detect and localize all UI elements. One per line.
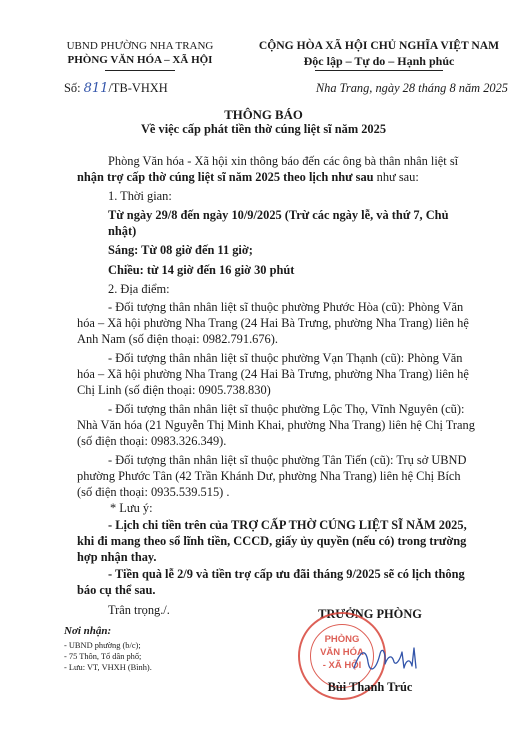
note-2-line-1: - Tiền quà lễ 2/9 và tiền trợ cấp ưu đãi tháng 9/2025 sẽ có lịch thông (108, 567, 465, 581)
note-2-line-2: báo cụ thể sau. (77, 583, 156, 597)
place-1-line-2: hóa – Xã hội phường Nha Trang (24 Hai Bà Trưng, phường Nha Trang) liên hệ (77, 316, 469, 330)
note-1-line-3: hợp nhận thay. (77, 550, 157, 564)
org-underline (105, 70, 175, 71)
intro-line-1: Phòng Văn hóa - Xã hội xin thông báo đến các ông bà thân nhân liệt sĩ (108, 154, 459, 168)
recipient-item: - UBND phường (b/c); (64, 641, 141, 650)
time-heading: 1. Thời gian: (108, 189, 172, 203)
place-4-line-1: - Đối tượng thân nhân liệt sĩ thuộc phường Tân Tiến (cũ): Trụ sở UBND (108, 453, 467, 467)
stamp-line-2: VĂN HÓA (320, 647, 364, 658)
place-3-line-1: - Đối tượng thân nhân liệt sĩ thuộc phường Lộc Thọ, Vĩnh Nguyên (cũ): (108, 402, 465, 416)
intro-line-2 (77, 170, 419, 185)
org-name: PHÒNG VĂN HÓA – XÃ HỘI (67, 54, 213, 66)
note-1-line-1: - Lịch chi tiền trên của TRỢ CẤP THỜ CÚNG LIỆT SĨ NĂM 2025, (108, 518, 467, 532)
doc-number (64, 81, 168, 96)
note-1-line-2: khi đi mang theo sổ lĩnh tiền, CCCD, giấy ủy quyền (nếu có) trong trường (77, 534, 467, 548)
motto-underline (315, 70, 443, 71)
doc-subtitle: Về việc cấp phát tiền thờ cúng liệt sĩ năm 2025 (140, 122, 387, 136)
place-3-line-2: Nhà Văn hóa (21 Nguyễn Thị Minh Khai, phường Nha Trang) liên hệ Chị Trang (77, 418, 475, 432)
time-range-2: nhật) (108, 224, 137, 238)
signer-name: Bùi Thanh Trúc (327, 680, 413, 694)
recipient-item: - Lưu: VT, VHXH (Bình). (64, 663, 152, 672)
place-date: Nha Trang, ngày 28 tháng 8 năm 2025 (315, 81, 508, 95)
signer-title: TRƯỞNG PHÒNG (318, 607, 422, 621)
place-3-line-3: (số điện thoại: 0983.326.349). (77, 434, 227, 448)
intro-bold: nhận trợ cấp thờ cúng liệt sĩ năm 2025 theo lịch như sau (77, 170, 374, 184)
place-heading: 2. Địa điểm: (108, 282, 170, 296)
doc-number-prefix: Số: (64, 81, 81, 95)
doc-title: THÔNG BÁO (224, 108, 303, 122)
recipients-list (64, 640, 152, 673)
handwritten-signature (352, 640, 422, 680)
time-morning: Sáng: Từ 08 giờ đến 11 giờ; (108, 243, 253, 257)
time-range-1: Từ ngày 29/8 đến ngày 10/9/2025 (Trừ các ngày lễ, và thứ 7, Chủ (108, 208, 449, 222)
nation-motto: Độc lập – Tự do – Hạnh phúc (303, 54, 455, 68)
place-4-line-2: phường Phước Tân (42 Trần Khánh Dư, phường Nha Trang) liên hệ Chị Bích (77, 469, 461, 483)
intro-tail: như sau: (373, 170, 419, 184)
stamp-line-3: - XÃ HỘI (322, 660, 362, 671)
recipient-item: - 75 Thôn, Tổ dân phố; (64, 652, 142, 661)
place-2-line-1: - Đối tượng thân nhân liệt sĩ thuộc phường Vạn Thạnh (cũ): Phòng Văn (108, 351, 463, 365)
time-afternoon: Chiều: từ 14 giờ đến 16 giờ 30 phút (108, 263, 295, 277)
closing: Trân trọng./. (108, 603, 170, 617)
doc-number-suffix: /TB-VHXH (108, 81, 168, 95)
recipients-heading: Nơi nhận: (64, 625, 112, 637)
note-heading: * Lưu ý: (110, 501, 153, 515)
place-2-line-3: Chị Linh (số điện thoại: 0905.738.830) (77, 383, 271, 397)
doc-number-hand: 811 (83, 81, 109, 96)
stamp-line-1: PHÒNG (324, 634, 360, 645)
place-4-line-3: (số điện thoại: 0935.539.515) . (77, 485, 230, 499)
place-1-line-3: Anh Nam (số điện thoại: 0982.791.676). (77, 332, 278, 346)
org-parent: UBND PHƯỜNG NHA TRANG (66, 40, 214, 52)
place-2-line-2: hóa – Xã hội phường Nha Trang (24 Hai Bà Trưng, phường Nha Trang) liên hệ (77, 367, 469, 381)
nation-title: CỘNG HÒA XÃ HỘI CHỦ NGHĨA VIỆT NAM (258, 39, 500, 52)
place-1-line-1: - Đối tượng thân nhân liệt sĩ thuộc phường Phước Hòa (cũ): Phòng Văn (108, 300, 464, 314)
